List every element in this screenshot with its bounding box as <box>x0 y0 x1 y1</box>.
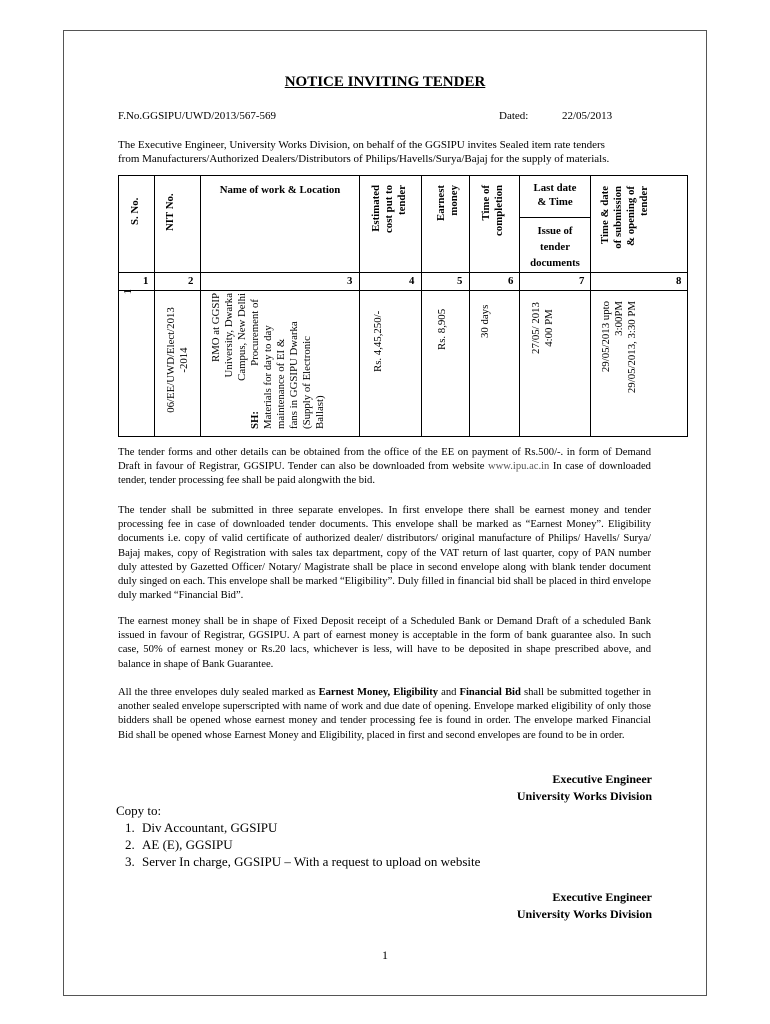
dated-label: Dated: <box>499 110 529 122</box>
table-header-divider <box>118 272 688 273</box>
table-col-line <box>118 175 119 437</box>
header-nit: NIT No. <box>164 193 176 231</box>
table-col-line <box>687 175 688 437</box>
cell-submission-opening: 29/05/2013 upto 3:00PM 29/05/2013, 3:30 PM <box>600 301 638 394</box>
page-number: 1 <box>382 948 388 962</box>
table-border-top <box>118 175 688 176</box>
list-item: 1. Div Accountant, GGSIPU <box>138 819 480 836</box>
copy-to-label: Copy to: <box>116 803 162 818</box>
intro-line-1: The Executive Engineer, University Works Division, on behalf of the GGSIPU invites Sealed item rate tenders <box>118 139 605 151</box>
paragraph-earnest-money: The earnest money shall be in shape of Fixed Deposit receipt of a Scheduled Bank or Demand Draft of a scheduled Bank issued in favour of Registrar, GGSIPU. A part of earnest money is acceptable in the form of bank guarantee also. In such case, 50% of earnest money or Rs.20 lacs, whichever is less, will have to be deposited in shape prescribed above, and balance in shape of Bank Guarantee. <box>118 616 651 670</box>
header-last-date-divider <box>519 217 590 218</box>
paragraph-submission: All the three envelopes duly sealed marked as Earnest Money, Eligibility and Financial Bid shall be submitted together in another sealed envelope superscripted with name of work and due date of opening. Envelope marked eligibility of only those bidders shall be opened whose earnest money and tender processing fee is found in order. The envelope marked Financial Bid shall be opened whose Earnest Money and Eligibility, placed in first and second envelopes are found to be in order. <box>118 687 652 741</box>
col-number: 1 <box>143 275 149 287</box>
header-last-date: Last date & Time <box>533 182 577 208</box>
list-item: 3. Server In charge, GGSIPU – With a request to upload on website <box>138 853 480 870</box>
table-number-divider <box>118 290 688 291</box>
header-name-of-work: Name of work & Location <box>219 184 341 196</box>
copy-to-list <box>116 819 480 870</box>
header-time-of-completion: Time of completion <box>480 185 505 236</box>
cell-time-of-completion: 30 days <box>479 304 491 338</box>
col-number: 4 <box>409 275 415 287</box>
copy-to-section <box>116 802 480 870</box>
cell-name-of-work: RMO at GGSIP University, Dwarka Campus, New Delhi SH: Procurement of Materials for day to day maintenance of EI & fans in GGSIPU Dwarka (Supply of Electronic Ballast) <box>210 293 326 429</box>
col-number: 8 <box>676 275 682 287</box>
header-submission-opening: Time & date of submission & opening of tender <box>599 186 650 249</box>
paragraph-envelopes: The tender shall be submitted in three separate envelopes. In first envelope there shall be earnest money and tender processing fee in case of downloaded tender documents. This envelope shall be marked as “Earnest Money”. Eligibility documents i.e. copy of valid certificate of authorized dealer/ distributors/ original manufacture of Philips/ Havells/ Surya/ Bajaj makes, copy of Registration with sales tax department, copy of the VAT return of last quarter, copy of PAN number duly attested by Gazetted Officer/ Notary/ Magistrate shall be place in second envelope along with blank tender document duly singed on each. This envelope shall be marked “Eligibility”. Duly filled in financial bid shall be placed in third envelope duly marked “Financial Bid”. <box>118 505 651 602</box>
intro-line-2: from Manufacturers/Authorized Dealers/Distributors of Philips/Havells/Surya/Bajaj for the supply of materials. <box>118 153 610 165</box>
header-estimated-cost: Estimated cost put to tender <box>370 185 408 233</box>
tender-table <box>118 175 688 437</box>
signature-block-1: Executive Engineer University Works Division <box>516 772 652 803</box>
paragraph-tender-forms: The tender forms and other details can be obtained from the office of the EE on payment of Rs.500/-. in form of Demand Draft in favour of Registrar, GGSIPU. Tender can also be downloaded from website www.ipu.ac.in In case of downloaded tender, tender processing fee shall be paid alongwith the bid. <box>118 447 651 487</box>
file-number: F.No.GGSIPU/UWD/2013/567-569 <box>118 110 277 122</box>
header-earnest-money: Earnest money <box>435 185 460 221</box>
col-number: 5 <box>457 275 463 287</box>
col-number: 2 <box>188 275 194 287</box>
table-col-line <box>421 175 422 437</box>
table-col-line <box>154 175 155 437</box>
header-issue-of-documents: Issue of tender documents <box>530 225 580 269</box>
table-border-bottom <box>118 436 688 437</box>
table-col-line <box>200 175 201 437</box>
table-col-line <box>469 175 470 437</box>
cell-estimated-cost: Rs. 4,45,250/- <box>372 310 384 372</box>
page-title: NOTICE INVITING TENDER <box>284 74 486 90</box>
dated-value: 22/05/2013 <box>562 110 613 122</box>
col-number: 7 <box>579 275 585 287</box>
signature-block-2: Executive Engineer University Works Division <box>516 890 652 921</box>
col-number: 3 <box>347 275 353 287</box>
website-link[interactable]: www.ipu.ac.in <box>487 461 550 473</box>
table-col-line <box>359 175 360 437</box>
header-sno: S. No. <box>129 197 141 225</box>
table-col-line <box>519 175 520 437</box>
list-item: 2. AE (E), GGSIPU <box>138 836 480 853</box>
cell-earnest-money: Rs. 8,905 <box>436 308 448 350</box>
table-col-line <box>590 175 591 437</box>
cell-nit-no: 06/EE/UWD/Elect/2013 -2014 <box>165 307 190 413</box>
cell-last-date: 27/05/ 2013 4:00 PM <box>530 302 555 354</box>
col-number: 6 <box>508 275 514 287</box>
cell-sno: 1 <box>122 289 134 295</box>
